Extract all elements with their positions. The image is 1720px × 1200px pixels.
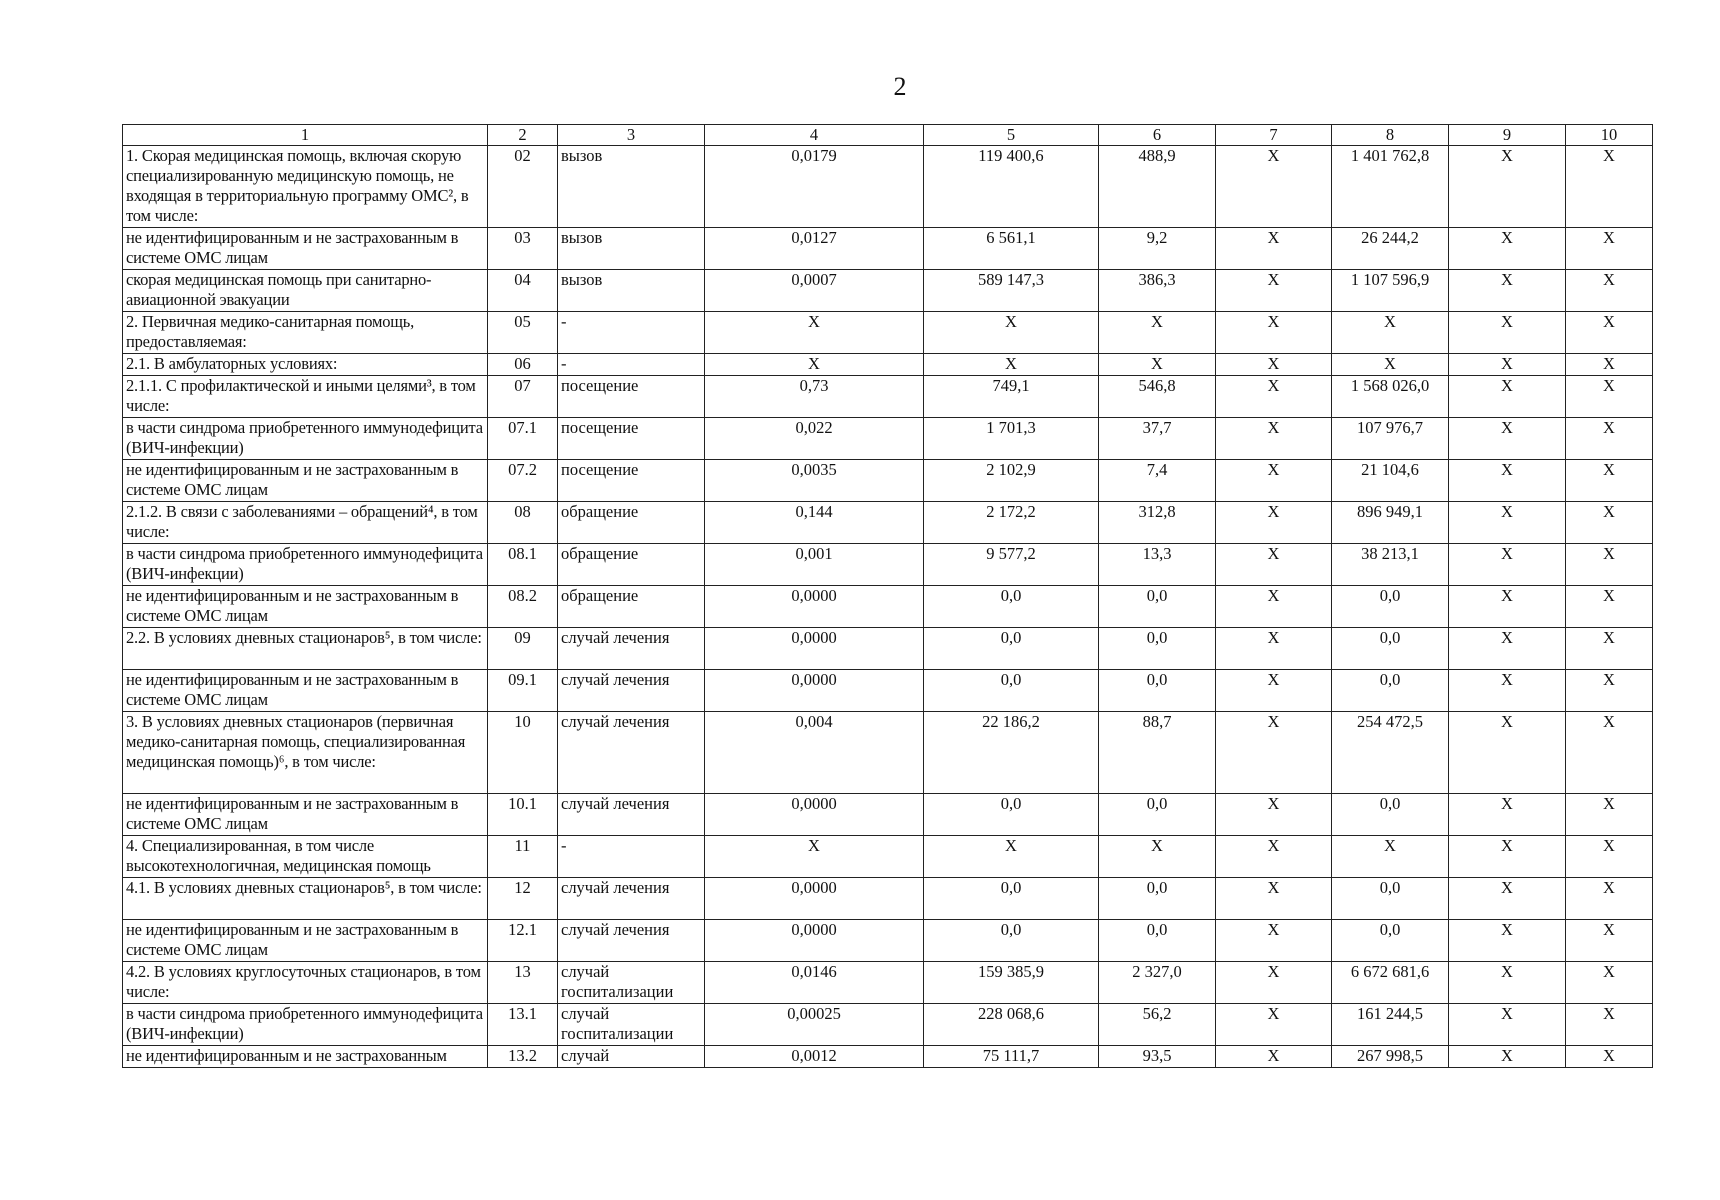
value-col9: X [1449,628,1566,670]
volume-per-capita: 0,0000 [705,670,924,712]
table-row [123,146,1653,228]
cost-per-unit: 119 400,6 [924,146,1099,228]
value-col10: X [1566,878,1653,920]
unit: случай лечения [558,670,705,712]
volume-per-capita: 0,0012 [705,1046,924,1068]
column-header: 5 [924,125,1099,146]
value-col9: X [1449,586,1566,628]
table-row [123,794,1653,836]
row-code: 13.2 [488,1046,558,1068]
unit: случай госпитализации [558,962,705,1004]
value-col9: X [1449,502,1566,544]
row-code: 07.1 [488,418,558,460]
row-label: 4.2. В условиях круглосуточных стационаров, в том числе: [123,962,488,1004]
table-row [123,354,1653,376]
value-col9: X [1449,270,1566,312]
value-col10: X [1566,354,1653,376]
table-row [123,1004,1653,1046]
value-col9: X [1449,544,1566,586]
per-capita-norm: X [1099,312,1216,354]
table-row [123,544,1653,586]
unit: случай лечения [558,920,705,962]
value-col9: X [1449,460,1566,502]
per-capita-norm: 88,7 [1099,712,1216,794]
cost-per-unit: 6 561,1 [924,228,1099,270]
per-capita-norm: 56,2 [1099,1004,1216,1046]
value-col10: X [1566,1004,1653,1046]
column-header: 1 [123,125,488,146]
row-label: не идентифицированным и не застрахованным в системе ОМС лицам [123,586,488,628]
table-row [123,228,1653,270]
total-cost: 0,0 [1332,670,1449,712]
value-col9: X [1449,670,1566,712]
value-col10: X [1566,270,1653,312]
value-col10: X [1566,544,1653,586]
value-col10: X [1566,1046,1653,1068]
volume-per-capita: 0,144 [705,502,924,544]
row-code: 12.1 [488,920,558,962]
total-cost: 1 568 026,0 [1332,376,1449,418]
volume-per-capita: 0,0127 [705,228,924,270]
value-col9: X [1449,962,1566,1004]
per-capita-norm: X [1099,836,1216,878]
total-cost: 254 472,5 [1332,712,1449,794]
volume-per-capita: X [705,354,924,376]
table-row [123,836,1653,878]
unit: обращение [558,586,705,628]
value-col7: X [1216,502,1332,544]
column-header: 2 [488,125,558,146]
column-header: 4 [705,125,924,146]
per-capita-norm: 386,3 [1099,270,1216,312]
value-col9: X [1449,1004,1566,1046]
unit: - [558,354,705,376]
value-col7: X [1216,270,1332,312]
value-col7: X [1216,712,1332,794]
unit: случай лечения [558,712,705,794]
cost-per-unit: 0,0 [924,878,1099,920]
volume-per-capita: 0,001 [705,544,924,586]
row-label: в части синдрома приобретенного иммунодефицита (ВИЧ-инфекции) [123,418,488,460]
total-cost: 0,0 [1332,628,1449,670]
unit: случай [558,1046,705,1068]
row-label: в части синдрома приобретенного иммунодефицита (ВИЧ-инфекции) [123,544,488,586]
table-row [123,586,1653,628]
row-label: 1. Скорая медицинская помощь, включая скорую специализированную медицинскую помощь, не входящая в территориальную программу ОМС², в том числе: [123,146,488,228]
value-col10: X [1566,794,1653,836]
total-cost: 38 213,1 [1332,544,1449,586]
value-col7: X [1216,1046,1332,1068]
row-label: не идентифицированным и не застрахованным в системе ОМС лицам [123,920,488,962]
cost-per-unit: 228 068,6 [924,1004,1099,1046]
total-cost: 6 672 681,6 [1332,962,1449,1004]
total-cost: 0,0 [1332,586,1449,628]
unit: вызов [558,270,705,312]
column-header: 6 [1099,125,1216,146]
value-col7: X [1216,878,1332,920]
value-col9: X [1449,1046,1566,1068]
value-col10: X [1566,836,1653,878]
volume-per-capita: 0,0000 [705,586,924,628]
total-cost: 1 107 596,9 [1332,270,1449,312]
unit: - [558,836,705,878]
volume-per-capita: 0,00025 [705,1004,924,1046]
row-label: 2. Первичная медико-санитарная помощь, предоставляемая: [123,312,488,354]
cost-per-unit: X [924,312,1099,354]
column-header: 8 [1332,125,1449,146]
row-code: 08.2 [488,586,558,628]
unit: обращение [558,544,705,586]
value-col10: X [1566,312,1653,354]
value-col10: X [1566,628,1653,670]
row-code: 13 [488,962,558,1004]
value-col7: X [1216,1004,1332,1046]
cost-per-unit: 589 147,3 [924,270,1099,312]
total-cost: 896 949,1 [1332,502,1449,544]
unit: посещение [558,460,705,502]
value-col10: X [1566,146,1653,228]
per-capita-norm: 0,0 [1099,628,1216,670]
value-col10: X [1566,460,1653,502]
value-col7: X [1216,228,1332,270]
per-capita-norm: 93,5 [1099,1046,1216,1068]
value-col9: X [1449,920,1566,962]
value-col7: X [1216,586,1332,628]
value-col10: X [1566,670,1653,712]
value-col10: X [1566,586,1653,628]
value-col7: X [1216,836,1332,878]
unit: посещение [558,376,705,418]
table-row [123,418,1653,460]
total-cost: 1 401 762,8 [1332,146,1449,228]
table-row [123,270,1653,312]
cost-per-unit: 75 111,7 [924,1046,1099,1068]
value-col7: X [1216,670,1332,712]
per-capita-norm: 0,0 [1099,878,1216,920]
per-capita-norm: 546,8 [1099,376,1216,418]
per-capita-norm: 7,4 [1099,460,1216,502]
table-row [123,712,1653,794]
per-capita-norm: 9,2 [1099,228,1216,270]
value-col10: X [1566,376,1653,418]
value-col7: X [1216,794,1332,836]
column-header: 3 [558,125,705,146]
per-capita-norm: 0,0 [1099,794,1216,836]
table-row [123,460,1653,502]
row-code: 08.1 [488,544,558,586]
row-code: 07 [488,376,558,418]
column-header: 9 [1449,125,1566,146]
row-label: не идентифицированным и не застрахованным в системе ОМС лицам [123,794,488,836]
row-code: 12 [488,878,558,920]
value-col9: X [1449,794,1566,836]
row-code: 10.1 [488,794,558,836]
row-code: 09.1 [488,670,558,712]
row-label: 4.1. В условиях дневных стационаров⁵, в том числе: [123,878,488,920]
total-cost: X [1332,354,1449,376]
row-code: 02 [488,146,558,228]
volume-per-capita: 0,0007 [705,270,924,312]
volume-per-capita: 0,022 [705,418,924,460]
value-col7: X [1216,312,1332,354]
table-row [123,312,1653,354]
total-cost: 0,0 [1332,794,1449,836]
value-col9: X [1449,418,1566,460]
value-col7: X [1216,544,1332,586]
total-cost: 267 998,5 [1332,1046,1449,1068]
row-label: в части синдрома приобретенного иммунодефицита (ВИЧ-инфекции) [123,1004,488,1046]
cost-per-unit: 0,0 [924,586,1099,628]
value-col9: X [1449,312,1566,354]
row-label: 2.2. В условиях дневных стационаров⁵, в том числе: [123,628,488,670]
cost-per-unit: 0,0 [924,794,1099,836]
row-code: 13.1 [488,1004,558,1046]
table-header-row [123,125,1653,146]
row-code: 10 [488,712,558,794]
per-capita-norm: X [1099,354,1216,376]
value-col9: X [1449,228,1566,270]
value-col10: X [1566,228,1653,270]
unit: вызов [558,146,705,228]
page-number: 2 [893,72,907,101]
value-col7: X [1216,962,1332,1004]
unit: случай лечения [558,794,705,836]
table-row [123,628,1653,670]
value-col7: X [1216,146,1332,228]
row-code: 11 [488,836,558,878]
row-code: 08 [488,502,558,544]
total-cost: X [1332,836,1449,878]
volume-per-capita: 0,0146 [705,962,924,1004]
value-col7: X [1216,460,1332,502]
value-col9: X [1449,836,1566,878]
table-row [123,1046,1653,1068]
table-row [123,920,1653,962]
row-label: 4. Специализированная, в том числе высокотехнологичная, медицинская помощь [123,836,488,878]
row-label: не идентифицированным и не застрахованным [123,1046,488,1068]
row-label: скорая медицинская помощь при санитарно-авиационной эвакуации [123,270,488,312]
volume-per-capita: 0,73 [705,376,924,418]
total-cost: 21 104,6 [1332,460,1449,502]
volume-per-capita: X [705,312,924,354]
value-col9: X [1449,376,1566,418]
table-row [123,878,1653,920]
table-row [123,502,1653,544]
unit: случай госпитализации [558,1004,705,1046]
volume-per-capita: 0,0000 [705,878,924,920]
per-capita-norm: 13,3 [1099,544,1216,586]
row-label: 2.1.2. В связи с заболеваниями – обращений⁴, в том числе: [123,502,488,544]
cost-per-unit: 749,1 [924,376,1099,418]
volume-per-capita: 0,0179 [705,146,924,228]
volume-per-capita: 0,0000 [705,628,924,670]
cost-per-unit: X [924,836,1099,878]
volume-per-capita: 0,004 [705,712,924,794]
value-col9: X [1449,712,1566,794]
value-col10: X [1566,712,1653,794]
per-capita-norm: 37,7 [1099,418,1216,460]
total-cost: X [1332,312,1449,354]
cost-per-unit: 159 385,9 [924,962,1099,1004]
cost-per-unit: 22 186,2 [924,712,1099,794]
per-capita-norm: 2 327,0 [1099,962,1216,1004]
total-cost: 0,0 [1332,878,1449,920]
unit: случай лечения [558,628,705,670]
row-label: 2.1. В амбулаторных условиях: [123,354,488,376]
cost-per-unit: 0,0 [924,628,1099,670]
per-capita-norm: 0,0 [1099,586,1216,628]
cost-per-unit: 0,0 [924,920,1099,962]
row-code: 05 [488,312,558,354]
table-row [123,376,1653,418]
cost-per-unit: X [924,354,1099,376]
table-body [123,125,1653,1068]
value-col9: X [1449,878,1566,920]
unit: - [558,312,705,354]
per-capita-norm: 312,8 [1099,502,1216,544]
total-cost: 26 244,2 [1332,228,1449,270]
value-col7: X [1216,354,1332,376]
column-header: 10 [1566,125,1653,146]
unit: вызов [558,228,705,270]
volume-per-capita: X [705,836,924,878]
per-capita-norm: 0,0 [1099,670,1216,712]
value-col7: X [1216,920,1332,962]
unit: посещение [558,418,705,460]
value-col9: X [1449,146,1566,228]
cost-per-unit: 2 172,2 [924,502,1099,544]
data-table [122,124,1653,1068]
value-col10: X [1566,502,1653,544]
per-capita-norm: 488,9 [1099,146,1216,228]
row-label: не идентифицированным и не застрахованным в системе ОМС лицам [123,670,488,712]
column-header: 7 [1216,125,1332,146]
cost-per-unit: 9 577,2 [924,544,1099,586]
value-col7: X [1216,418,1332,460]
value-col10: X [1566,962,1653,1004]
row-label: не идентифицированным и не застрахованным в системе ОМС лицам [123,460,488,502]
table-row [123,962,1653,1004]
value-col7: X [1216,628,1332,670]
row-label: не идентифицированным и не застрахованным в системе ОМС лицам [123,228,488,270]
total-cost: 107 976,7 [1332,418,1449,460]
cost-per-unit: 1 701,3 [924,418,1099,460]
cost-per-unit: 0,0 [924,670,1099,712]
value-col7: X [1216,376,1332,418]
total-cost: 161 244,5 [1332,1004,1449,1046]
volume-per-capita: 0,0000 [705,920,924,962]
row-code: 06 [488,354,558,376]
unit: случай лечения [558,878,705,920]
total-cost: 0,0 [1332,920,1449,962]
row-label: 3. В условиях дневных стационаров (первичная медико-санитарная помощь, специализированная медицинская помощь)⁶, в том числе: [123,712,488,794]
value-col10: X [1566,418,1653,460]
value-col10: X [1566,920,1653,962]
volume-per-capita: 0,0000 [705,794,924,836]
row-code: 04 [488,270,558,312]
row-label: 2.1.1. С профилактической и иными целями³, в том числе: [123,376,488,418]
row-code: 07.2 [488,460,558,502]
per-capita-norm: 0,0 [1099,920,1216,962]
volume-per-capita: 0,0035 [705,460,924,502]
row-code: 09 [488,628,558,670]
cost-per-unit: 2 102,9 [924,460,1099,502]
unit: обращение [558,502,705,544]
table-row [123,670,1653,712]
value-col9: X [1449,354,1566,376]
row-code: 03 [488,228,558,270]
